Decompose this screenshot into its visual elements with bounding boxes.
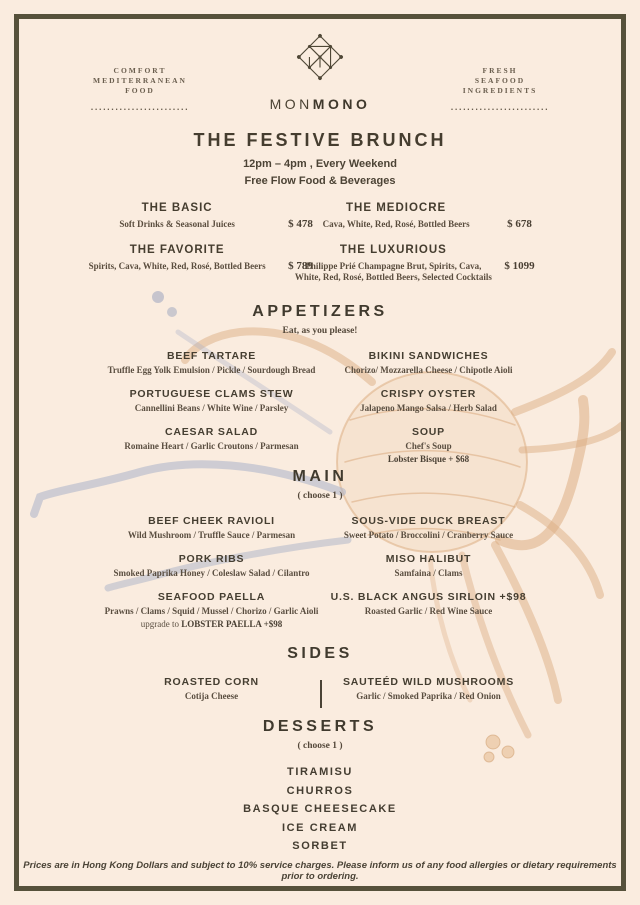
item-desc: Cotija Cheese [184, 691, 239, 701]
brand-name [225, 96, 415, 112]
section-subtitle: Eat, as you please! [282, 326, 358, 336]
item-desc: Garlic / Smoked Paprika / Red Onion [356, 691, 501, 701]
package-row [19, 201, 621, 231]
item-name: CRISPY OYSTER [380, 388, 477, 400]
dotted-divider: ........................ [450, 102, 550, 112]
item-name: SAUTEÉD WILD MUSHROOMS [342, 676, 514, 688]
menu-content [19, 19, 621, 886]
tagline-right-line1: FRESH [482, 66, 518, 75]
offer-line: Free Flow Food & Beverages [244, 175, 396, 187]
item-desc: Chorizo/ Mozzarella Cheese / Chipotle Aioli [344, 365, 513, 375]
item-desc: Prawns / Clams / Squid / Mussel / Chorizo / Garlic Aioli [104, 606, 319, 616]
item-desc: Samfaina / Clams [394, 568, 463, 578]
package-desc: Cava, White, Red, Rosé, Bottled Beers [322, 219, 470, 229]
menu-item-churros: CHURROS [286, 784, 354, 797]
package-price: $ 678 [507, 218, 532, 230]
section-subtitle: ( choose 1 ) [297, 741, 343, 751]
section-title: DESSERTS [262, 718, 378, 735]
dessert-list [19, 763, 621, 856]
package-price: $ 1099 [504, 259, 535, 272]
brand-logo-block [225, 29, 415, 112]
item-name: SEAFOOD PAELLA [157, 591, 266, 603]
page-title: THE FESTIVE BRUNCH [193, 130, 447, 150]
tagline-right-line2: SEAFOOD [474, 76, 526, 85]
item-name: MISO HALIBUT [385, 553, 472, 565]
menu-item-black-angus-sirloin [278, 591, 579, 617]
item-desc: Cannellini Beans / White Wine / Parsley [134, 403, 289, 413]
item-name: BIKINI SANDWICHES [368, 350, 489, 362]
section-main [19, 468, 621, 642]
title-block [19, 130, 621, 187]
item-desc: Jalapeno Mango Salsa / Herb Salad [360, 403, 497, 413]
tagline-right-line3: INGREDIENTS [462, 86, 538, 95]
header [55, 29, 585, 112]
brand-name-light: MON [269, 96, 313, 112]
item-name: U.S. BLACK ANGUS SIRLOIN +$98 [330, 591, 527, 603]
item-name: SOUP [412, 426, 445, 438]
schedule-line: 12pm – 4pm , Every Weekend [243, 158, 397, 170]
item-desc: Smoked Paprika Honey / Coleslaw Salad / Cilantro [113, 568, 310, 578]
tagline-right [415, 66, 585, 112]
tagline-left-line1: COMFORT [113, 66, 167, 75]
item-desc: Sweet Potato / Broccolini / Cranberry Sauce [343, 530, 514, 540]
dotted-divider: ........................ [90, 102, 190, 112]
menu-item-sous-vide-duck-breast [278, 515, 579, 541]
item-desc: Chef's Soup [405, 441, 452, 451]
item-name: BEEF CHEEK RAVIOLI [148, 515, 275, 527]
item-desc: Roasted Garlic / Red Wine Sauce [364, 606, 493, 616]
item-name: PORK RIBS [178, 553, 245, 565]
item-desc: Truffle Egg Yolk Emulsion / Pickle / Sourdough Bread [107, 365, 316, 375]
section-sides [19, 645, 621, 702]
package-name: THE MEDIOCRE [346, 202, 447, 214]
section-title: APPETIZERS [252, 303, 388, 320]
menu-item-crispy-oyster [278, 388, 579, 414]
menu-item-ice-cream: ICE CREAM [281, 821, 359, 834]
menu-item-sauteed-wild-mushrooms [278, 676, 579, 702]
package-desc: Philippe Prié Champagne Brut, Spirits, Cava, White, Red, Rosé, Bottled Beers, Selected Cocktails [294, 260, 492, 282]
menu-item-basque-cheesecake: BASQUE CHEESECAKE [243, 803, 397, 815]
main-right-column [278, 515, 579, 642]
tagline-left-line3: FOOD [125, 86, 155, 95]
section-appetizers [19, 303, 621, 477]
menu-item-sorbet: SORBET [292, 840, 348, 852]
section-subtitle: ( choose 1 ) [297, 491, 343, 501]
appetizers-right-column [278, 350, 579, 477]
item-desc: Wild Mushroom / Truffle Sauce / Parmesan [127, 530, 296, 540]
diamond-logo-icon [292, 29, 348, 85]
beverage-packages [19, 201, 621, 296]
tagline-left [55, 66, 225, 112]
item-upgrade-note: upgrade to LOBSTER PAELLA +$98 [140, 619, 283, 629]
package-price: $ 789 [288, 259, 313, 272]
package-mediocre [264, 201, 565, 231]
section-desserts [19, 718, 621, 856]
package-price: $ 478 [288, 218, 313, 230]
package-name: THE BASIC [141, 202, 213, 214]
package-desc: Spirits, Cava, White, Red, Rosé, Bottled Beers [88, 260, 266, 271]
item-name: BEEF TARTARE [166, 350, 257, 362]
package-name: THE LUXURIOUS [339, 243, 447, 256]
item-upgrade-note: Lobster Bisque + $68 [387, 454, 470, 464]
item-name: ROASTED CORN [164, 676, 259, 688]
menu-item-bikini-sandwiches [278, 350, 579, 376]
tagline-left-line2: MEDITERRANEAN [93, 76, 187, 85]
menu-item-miso-halibut [278, 553, 579, 579]
menu-item-tiramisu: TIRAMISU [287, 766, 353, 778]
footer-disclaimer: Prices are in Hong Kong Dollars and subject to 10% service charges. Please inform us of any food allergies or dietary requirements prior to ordering. [23, 860, 617, 882]
item-name: CAESAR SALAD [164, 426, 259, 438]
item-desc: Romaine Heart / Garlic Croutons / Parmesan [124, 441, 299, 451]
package-row [19, 243, 621, 284]
brand-name-bold: MONO [312, 96, 371, 112]
package-name: THE FAVORITE [129, 243, 225, 256]
section-title: MAIN [292, 468, 348, 485]
menu-item-soup [278, 426, 579, 465]
item-name: PORTUGUESE CLAMS STEW [129, 388, 294, 400]
package-luxurious [264, 243, 565, 284]
section-title: SIDES [287, 645, 353, 662]
package-desc: Soft Drinks & Seasonal Juices [119, 219, 235, 229]
item-name: SOUS-VIDE DUCK BREAST [351, 515, 506, 527]
